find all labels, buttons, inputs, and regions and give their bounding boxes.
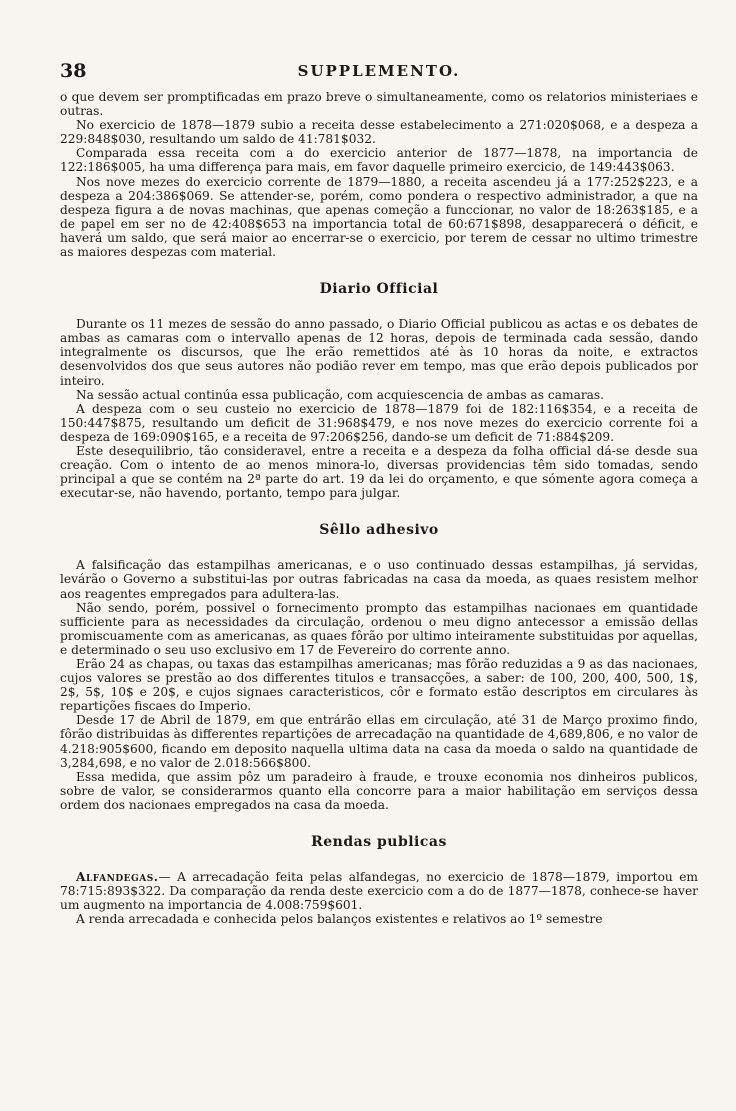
section-title-diario-official: Diario Official [319, 281, 439, 298]
paragraph: Não sendo, porém, possivel o fornecimento prompto das estampilhas nacionaes em quantidade sufficiente para as necessidades da circulação, ordenou o meu digno antecessor a emissão dellas promiscuamente com as americanas, as quaes fôrão por ultimo inteiramente substituidas por aquellas, e determinado o seu uso exclusivo em 17 de Fevereiro do corrente anno. [60, 600, 698, 657]
page-header [60, 60, 698, 84]
paragraph: o que devem ser promptificadas em prazo breve o simultaneamente, como os relatorios ministeriaes e outras. [60, 90, 698, 119]
paragraph: A falsificação das estampilhas americanas, e o uso continuado dessas estampilhas, já servidas, levárão o Governo a substitui-las por outras fabricadas na casa da moeda, as quaes resistem melhor aos reagentes empregados para adultera-las. [60, 558, 698, 601]
paragraph: A despeza com o seu custeio no exercicio de 1878—1879 foi de 182:116$354, e a receita de 150:447$875, resultando um deficit de 31:968$479, e nos nove mezes do exercicio corrente foi a despeza de 169:090$165, e a receita de 97:206$256, dando-se um deficit de 71:884$209. [60, 401, 698, 444]
section-title-sello-adhesivo: Sêllo adhesivo [319, 522, 439, 539]
paragraph-body: — A arrecadação feita pelas alfandegas, no exercicio de 1878—1879, importou em 78:715:893$322. Da comparação da renda deste exercicio com a do de 1877—1878, conhece-se haver um augmento na importancia de 4.008:759$601. [60, 870, 698, 913]
running-title: SUPPLEMENTO. [297, 62, 461, 80]
paragraph: A renda arrecadada e conhecida pelos balanços existentes e relativos ao 1º semestre [76, 912, 603, 927]
paragraph: Essa medida, que assim pôz um paradeiro à fraude, e trouxe economia nos dinheiros publicos, sobre de valor, se considerarmos quanto ella concorre para a maior habilitação em serviços dessa ordem dos nacionaes empregados na casa da moeda. [60, 769, 698, 812]
paragraph: Desde 17 de Abril de 1879, em que entrárão ellas em circulação, até 31 de Março proximo findo, fôrão distribuidas às differentes repartições de arrecadação na quantidade de 4,689,806, e no valor de 4.218:905$600, ficando em deposito naquella ultima data na casa da moeda o saldo na quantidade de 3,284,698, e no valor de 2.018:566$800. [60, 713, 698, 770]
paragraph: Comparada essa receita com a do exercicio anterior de 1877—1878, na importancia de 122:186$005, ha uma differença para mais, em favor daquelle primeiro exercicio, de 149:443$063. [60, 146, 698, 175]
paragraph: Durante os 11 mezes de sessão do anno passado, o Diario Official publicou as actas e os debates de ambas as camaras com o intervallo apenas de 12 horas, depois de terminada cada sessão, dando integralmente os discursos, que lhe erão remettidos até às 10 horas da noite, e extractos desenvolvidos dos que seus autores não podião rever em tempo, mas que erão depois publicados por inteiro. [60, 317, 698, 388]
paragraph [60, 870, 698, 912]
paragraph: Na sessão actual continúa essa publicação, com acquiescencia de ambas as camaras. [76, 387, 605, 402]
page-number: 38 [60, 60, 87, 82]
paragraph: Nos nove mezes do exercicio corrente de 1879—1880, a receita ascendeu já a 177:252$223, e a despeza a 204:386$069. Se attender-se, porém, como pondera o respectivo administrador, a que na despeza figura a de novas machinas, que apenas começão a funccionar, no valor de 18:263$185, e a de papel em ser no de 42:408$653 na importancia total de 60:671$898, desapparecerá o déficit, e haverá um saldo, que será maior ao encerrar-se o exercicio, por terem de cessar no ultimo trimestre as maiores despezas com material. [60, 174, 698, 260]
lead-in-alfandegas: Alfandegas. [76, 870, 159, 885]
section-title-rendas-publicas: Rendas publicas [311, 834, 447, 851]
paragraph: Este desequilibrio, tão consideravel, entre a receita e a despeza da folha official dá-se desde sua creação. Com o intento de ao menos minora-lo, diversas providencias têm sido tomadas, sendo principal a que se contém na 2ª parte do art. 19 da lei do orçamento, e que sómente agora começa a executar-se, não havendo, portanto, tempo para julgar. [60, 443, 698, 501]
page-content [60, 90, 698, 926]
paragraph: Erão 24 as chapas, ou taxas das estampilhas americanas; mas fôrão reduzidas a 9 as das nacionaes, cujos valores se prestão ao dos differentes titulos e transacções, a saber: de 100, 200, 400, 500, 1$, 2$, 5$, 10$ e 20$, e cujos signaes caracteristicos, côr e formato estão descriptos em circulares às repartições fiscaes do Imperio. [60, 657, 698, 714]
paragraph: No exercicio de 1878—1879 subio a receita desse estabelecimento a 271:020$068, e a despeza a 229:848$030, resultando um saldo de 41:781$032. [60, 118, 698, 147]
